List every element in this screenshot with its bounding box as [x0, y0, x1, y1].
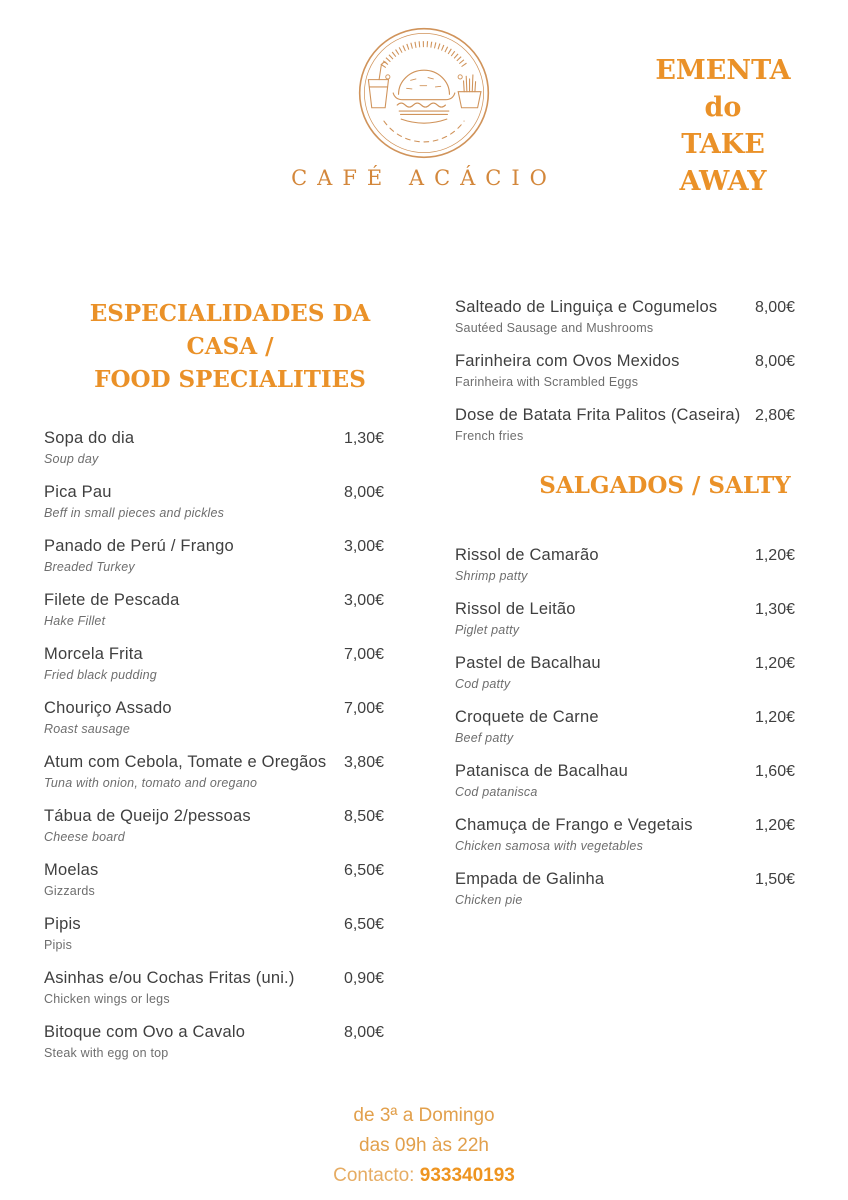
menu-item: [44, 698, 384, 737]
menu-item: [455, 405, 795, 444]
item-price: 1,20€: [754, 817, 795, 834]
item-description: Cod patty: [455, 677, 511, 691]
item-name: Patanisca de Bacalhau: [455, 762, 628, 780]
item-price: 1,20€: [754, 655, 795, 672]
item-name: Filete de Pescada: [44, 591, 180, 609]
item-description: Fried black pudding: [44, 668, 157, 682]
contact-label: Contacto:: [333, 1165, 415, 1186]
item-price: 6,50€: [343, 862, 384, 879]
item-name: Pastel de Bacalhau: [455, 654, 601, 672]
opening-days: de 3ª a Domingo: [353, 1105, 495, 1126]
item-price: 1,30€: [343, 430, 384, 447]
brand-wordmark: CAFÉ ACÁCIO: [291, 166, 557, 190]
item-name: Farinheira com Ovos Mexidos: [455, 352, 680, 370]
burger-icon: [393, 70, 455, 123]
menu-title-line2: TAKE AWAY: [679, 129, 767, 197]
item-description: Chicken pie: [455, 893, 523, 907]
item-name: Salteado de Linguiça e Cogumelos: [455, 298, 718, 316]
item-price: 6,50€: [343, 916, 384, 933]
menu-item: [455, 599, 795, 638]
item-description: Soup day: [44, 452, 99, 466]
item-price: 8,50€: [343, 808, 384, 825]
menu-item: [44, 482, 384, 521]
menu-item: [44, 1022, 384, 1061]
item-price: 3,00€: [343, 592, 384, 609]
item-description: Cod patanisca: [455, 785, 538, 799]
item-name: Chamuça de Frango e Vegetais: [455, 816, 693, 834]
menu-item: [455, 707, 795, 746]
item-name: Sopa do dia: [44, 429, 135, 447]
item-price: 1,50€: [754, 871, 795, 888]
item-name: Atum com Cebola, Tomate e Oregãos: [44, 753, 327, 771]
section-heading-specialities: [62, 297, 398, 396]
item-description: French fries: [455, 429, 524, 443]
item-price: 1,60€: [754, 763, 795, 780]
item-description: Gizzards: [44, 884, 95, 898]
fries-icon: [458, 75, 481, 108]
item-name: Moelas: [44, 861, 99, 879]
item-price: 1,20€: [754, 709, 795, 726]
item-description: Sautéed Sausage and Mushrooms: [455, 321, 654, 335]
item-name: Pipis: [44, 915, 81, 933]
menu-item: [44, 536, 384, 575]
right-column: [455, 297, 795, 923]
item-name: Empada de Galinha: [455, 870, 605, 888]
item-name: Morcela Frita: [44, 645, 143, 663]
item-name: Panado de Perú / Frango: [44, 537, 234, 555]
drink-icon: [368, 62, 388, 108]
item-price: 3,80€: [343, 754, 384, 771]
menu-item: [455, 545, 795, 584]
item-description: Chicken wings or legs: [44, 992, 170, 1006]
item-price: 7,00€: [343, 646, 384, 663]
item-name: Asinhas e/ou Cochas Fritas (uni.): [44, 969, 295, 987]
heading-line2: FOOD SPECIALITIES: [94, 366, 366, 393]
item-name: Pica Pau: [44, 483, 112, 501]
contact-phone-number: 933340193: [419, 1165, 515, 1186]
menu-item: [455, 815, 795, 854]
left-column: [44, 297, 384, 1076]
item-price: 1,20€: [754, 547, 795, 564]
specialities-item-list-continued: [455, 297, 795, 444]
menu-item: [44, 860, 384, 899]
menu-item: [455, 653, 795, 692]
item-description: Steak with egg on top: [44, 1046, 169, 1060]
item-description: Hake Fillet: [44, 614, 106, 628]
item-description: Shrimp patty: [455, 569, 528, 583]
menu-item: [44, 752, 384, 791]
salgados-item-list: [455, 545, 795, 908]
menu-item: [44, 644, 384, 683]
item-description: Piglet patty: [455, 623, 520, 637]
contact-line: [0, 1161, 848, 1191]
item-description: Chicken samosa with vegetables: [455, 839, 644, 853]
menu-item: [44, 590, 384, 629]
item-price: 8,00€: [343, 484, 384, 501]
item-description: Beff in small pieces and pickles: [44, 506, 225, 520]
menu-item: [455, 761, 795, 800]
item-description: Beef patty: [455, 731, 514, 745]
menu-item: [44, 968, 384, 1007]
item-description: Breaded Turkey: [44, 560, 135, 574]
section-heading-salgados: SALGADOS / SALTY: [539, 472, 791, 499]
menu-title-line1: EMENTA do: [655, 55, 791, 123]
item-name: Bitoque com Ovo a Cavalo: [44, 1023, 246, 1041]
menu-item: [44, 914, 384, 953]
footer: [0, 1101, 848, 1191]
item-price: 7,00€: [343, 700, 384, 717]
menu-title: [638, 52, 808, 200]
menu-item: [44, 428, 384, 467]
item-name: Rissol de Leitão: [455, 600, 576, 618]
item-name: Dose de Batata Frita Palitos (Caseira): [455, 406, 741, 424]
menu-item: [455, 297, 795, 336]
item-name: Rissol de Camarão: [455, 546, 599, 564]
item-price: 2,80€: [754, 407, 795, 424]
item-description: Tuna with onion, tomato and oregano: [44, 776, 258, 790]
item-price: 8,00€: [754, 299, 795, 316]
menu-item: [44, 806, 384, 845]
item-price: 8,00€: [343, 1024, 384, 1041]
item-name: Croquete de Carne: [455, 708, 599, 726]
item-price: 8,00€: [754, 353, 795, 370]
cafe-acacio-logo-icon: [357, 26, 491, 160]
item-price: 3,00€: [343, 538, 384, 555]
specialities-item-list: [44, 428, 384, 1061]
menu-item: [455, 351, 795, 390]
item-description: Farinheira with Scrambled Eggs: [455, 375, 639, 389]
item-description: Pipis: [44, 938, 73, 952]
item-price: 0,90€: [343, 970, 384, 987]
menu-item: [455, 869, 795, 908]
heading-line1: ESPECIALIDADES DA CASA /: [89, 300, 371, 360]
item-description: Roast sausage: [44, 722, 130, 736]
opening-hours: das 09h às 22h: [359, 1135, 489, 1156]
item-price: 1,30€: [754, 601, 795, 618]
item-name: Chouriço Assado: [44, 699, 172, 717]
item-description: Cheese board: [44, 830, 125, 844]
item-name: Tábua de Queijo 2/pessoas: [44, 807, 251, 825]
